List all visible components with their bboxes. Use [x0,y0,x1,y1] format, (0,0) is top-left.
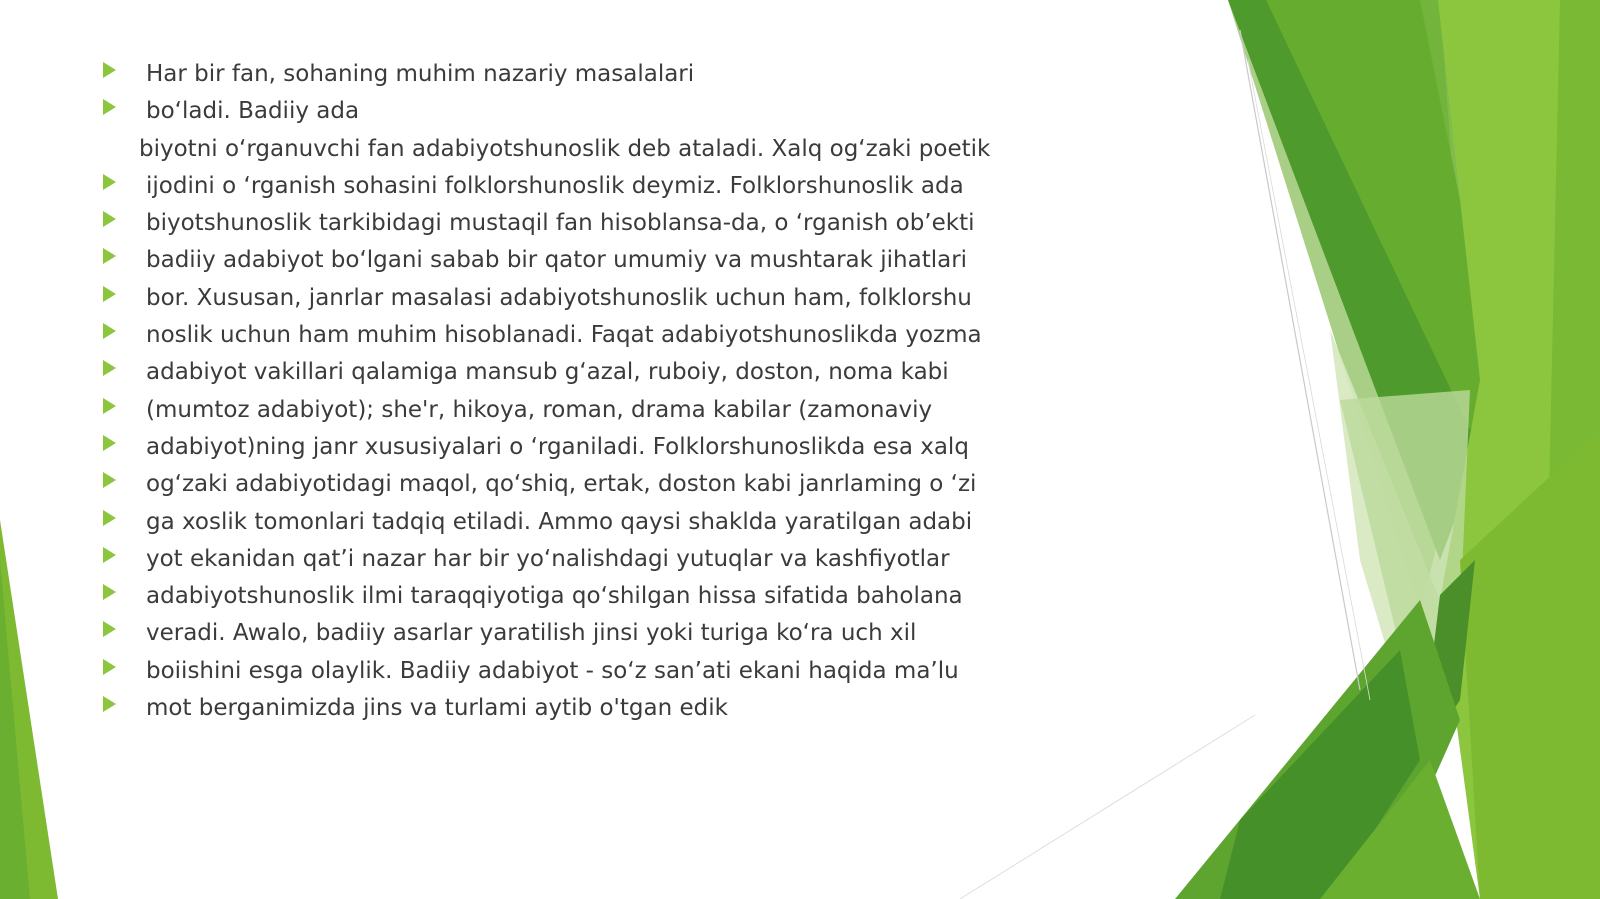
bullet-arrow-icon [103,621,116,637]
bullet-arrow-icon [103,547,116,563]
bullet-arrow-icon [103,323,116,339]
list-item-text: mot berganimizda jins va turlami aytib o'tgan edik [146,695,728,722]
bullet-arrow-icon [103,62,116,78]
bullet-list [98,56,1058,727]
bullet-arrow-icon [103,99,116,115]
bullet-arrow-icon [103,435,116,451]
list-item-text: Har bir fan, sohaning muhim nazariy masalalari [146,61,695,87]
bullet-arrow-icon [103,174,116,190]
bullet-arrow-icon [103,510,116,526]
bullet-arrow-icon [103,659,116,675]
list-item [98,429,1058,466]
list-item [98,280,1058,317]
bullet-arrow-icon [103,584,116,600]
list-item-text: badiiy adabiyot bo‘lgani sabab bir qator umumiy va mushtarak jihatlari [146,247,968,274]
list-item [98,653,1058,690]
list-item-text: ijodini o ‘rganish sohasini folklorshunoslik deymiz. Folklorshunoslik ada [146,172,964,199]
list-item-text: boiishini esga olaylik. Badiiy adabiyot - so‘z san’ati ekani haqida ma’lu [146,657,959,684]
list-item [98,615,1058,652]
list-item-text: ga xoslik tomonlari tadqiq etiladi. Ammo qaysi shaklda yaratilgan adabi [146,508,973,535]
list-item-text: adabiyot)ning janr xususiyalari o ‘rganiladi. Folklorshunoslikda esa xalq [146,433,969,460]
list-item [98,541,1058,578]
list-item [98,578,1058,615]
list-item-text: biyotshunoslik tarkibidagi mustaqil fan hisoblansa-da, o ‘rganish ob’ekti [146,210,975,237]
list-item-text: (mumtoz adabiyot); she'r, hikoya, roman, drama kabilar (zamonaviy [146,396,933,423]
bullet-arrow-icon [103,398,116,414]
list-item [98,93,1058,130]
list-item-text: bor. Xususan, janrlar masalasi adabiyotshunoslik uchun ham, folklorshu [146,284,972,311]
list-item-text: noslik uchun ham muhim hisoblanadi. Faqat adabiyotshunoslikda yozma [146,322,982,349]
list-item [98,354,1058,391]
list-item [98,392,1058,429]
list-item-text: adabiyot vakillari qalamiga mansub g‘azal, ruboiy, doston, noma kabi [146,359,949,386]
bullet-arrow-icon [103,472,116,488]
bullet-arrow-icon [103,696,116,712]
list-item [98,466,1058,503]
list-item-text: bo‘ladi. Badiiy ada [146,98,360,125]
list-item-text: yot ekanidan qat’i nazar har bir yo‘nalishdagi yutuqlar va kashfiyotlar [146,545,950,572]
bullet-arrow-icon [103,248,116,264]
list-item [98,690,1058,727]
bullet-arrow-icon [103,211,116,227]
list-item [98,205,1058,242]
list-item [98,242,1058,279]
bullet-arrow-icon [103,286,116,302]
list-item [98,56,1058,93]
list-item [98,504,1058,541]
list-item [98,168,1058,205]
list-item-text: adabiyotshunoslik ilmi taraqqiyotiga qo‘shilgan hissa sifatida baholana [146,583,963,610]
list-item [98,317,1058,354]
list-item-text: biyotni o‘rganuvchi fan adabiyotshunoslik deb ataladi. Xalq og‘zaki poetik [139,135,991,162]
list-item-text: og‘zaki adabiyotidagi maqol, qo‘shiq, ertak, doston kabi janrlaming o ‘zi [146,471,977,498]
list-item-text: veradi. Awalo, badiiy asarlar yaratilish jinsi yoki turiga ko‘ra uch xil [146,620,917,647]
list-item-continuation [98,131,1058,168]
bullet-arrow-icon [103,360,116,376]
